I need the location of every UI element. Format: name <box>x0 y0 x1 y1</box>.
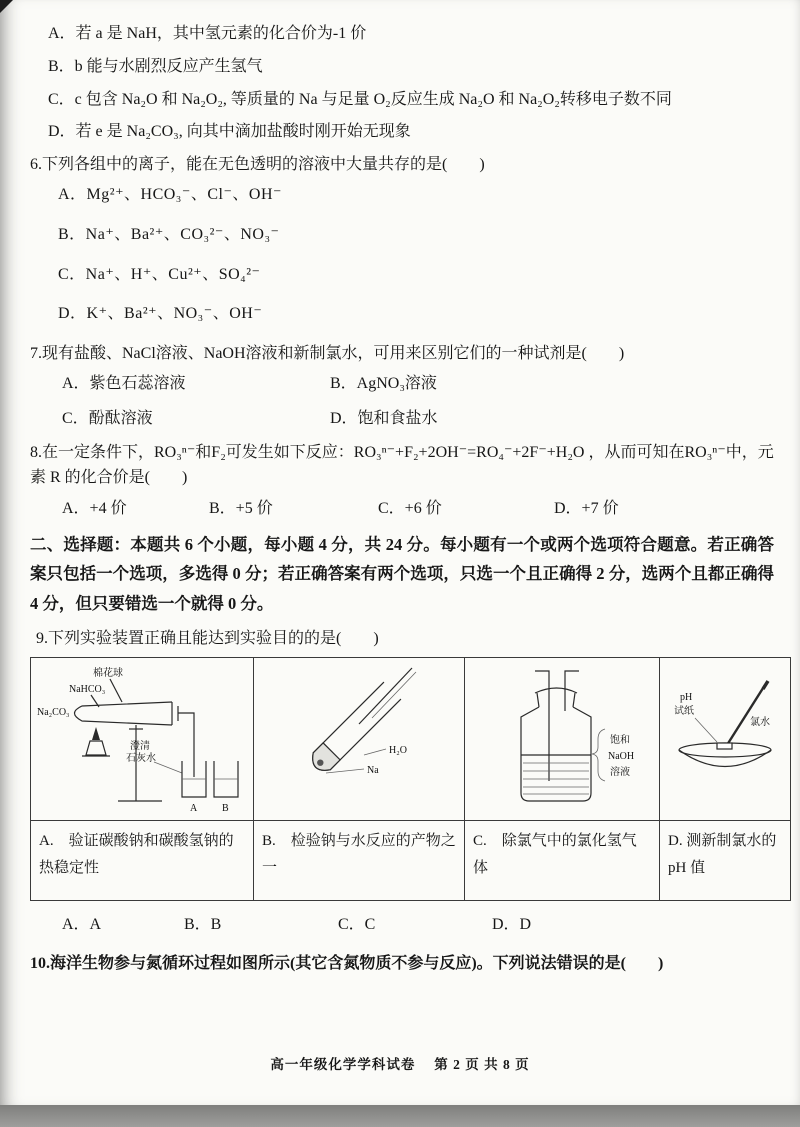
desc-b: B. 检验钠与水反应的产物之一 <box>254 821 465 901</box>
label-naoh: NaOH <box>608 751 635 763</box>
q9-answer-b: B．B <box>184 916 222 934</box>
q8-option-a: A．+4 价 <box>62 499 127 517</box>
q7-option-b: B．AgNO₃溶液 <box>330 374 437 392</box>
scan-corner-artifact <box>0 0 13 13</box>
label-beaker-a: A <box>190 803 198 815</box>
q7-options <box>62 374 774 430</box>
label-ph: pH <box>680 692 693 704</box>
q9-answer-d: D．D <box>492 916 532 934</box>
label-chlorine-water: 氯水 <box>750 717 770 729</box>
q6-option-b: B．Na⁺、Ba²⁺、CO₃²⁻、NO₃⁻ <box>58 225 280 243</box>
q9-apparatus-table <box>30 657 791 901</box>
apparatus-a-figure <box>36 663 248 815</box>
table-row-descriptions <box>31 821 791 901</box>
q8-option-b: B．+5 价 <box>209 499 273 517</box>
apparatus-c-cell <box>465 658 660 821</box>
q8-option-c: C．+6 价 <box>378 499 442 517</box>
apparatus-b-figure <box>260 663 458 815</box>
apparatus-c-figure <box>471 663 653 815</box>
page-content <box>30 24 777 975</box>
q6-stem: 6.下列各组中的离子，能在无色透明的溶液中大量共存的是( ) <box>30 156 485 174</box>
q9-answer-c: C．C <box>338 916 376 934</box>
apparatus-d-cell <box>660 658 791 821</box>
apparatus-d-figure <box>667 663 783 815</box>
q8-options <box>62 499 774 520</box>
label-limewater-2: 石灰水 <box>126 753 156 765</box>
desc-c: C. 除氯气中的氯化氢气体 <box>465 821 660 901</box>
section-2-heading: 二、选择题：本题共 6 个小题，每小题 4 分，共 24 分。每小题有一个或两个选项符合题意。若正确答案只包括一个选项，多选得 0 分；若正确答案有两个选项，只选一个且正确得 2 分，选两个且都正确得 4 分，但只要错选一个就得 0 分。 <box>30 534 774 613</box>
label-nahco3: NaHCO₃ <box>69 684 106 696</box>
question-9 <box>30 629 777 937</box>
question-8 <box>30 440 774 520</box>
label-solution: 溶液 <box>610 767 630 779</box>
label-cotton-ball: 棉花球 <box>93 668 123 680</box>
q7-option-d: D．饱和食盐水 <box>330 409 438 427</box>
q5-option-d: D．若 e 是 Na₂CO₃, 向其中滴加盐酸时刚开始无现象 <box>48 123 411 141</box>
label-h2o: H₂O <box>389 745 407 757</box>
label-saturated: 饱和 <box>610 735 630 747</box>
label-limewater-1: 澄清 <box>130 741 150 753</box>
q9-answer-options <box>62 915 774 936</box>
q7-stem: 7.现有盐酸、NaCl溶液、NaOH溶液和新制氯水，可用来区别它们的一种试剂是( ) <box>30 345 625 363</box>
q6-option-c: C．Na⁺、H⁺、Cu²⁺、SO₄²⁻ <box>58 265 261 283</box>
desc-d: D. 测新制氯水的 pH 值 <box>660 821 791 901</box>
scan-bottom-edge <box>0 1105 800 1127</box>
page-footer: 高一年级化学学科试卷 第 2 页 共 8 页 <box>270 1057 530 1072</box>
label-na2co3: Na₂CO₃ <box>37 707 70 719</box>
q9-answer-a: A．A <box>62 916 102 934</box>
q8-option-d: D．+7 价 <box>554 499 619 517</box>
q9-stem: 9.下列实验装置正确且能达到实验目的的是( ) <box>36 629 379 647</box>
question5-options <box>30 24 774 143</box>
q7-option-a: A．紫色石蕊溶液 <box>62 374 186 392</box>
q5-option-c: C．c 包含 Na₂O 和 Na₂O₂, 等质量的 Na 与足量 O₂反应生成 Na₂O 和 Na₂O₂转移电子数不同 <box>48 90 672 108</box>
q5-option-a: A．若 a 是 NaH，其中氢元素的化合价为-1 价 <box>48 25 367 42</box>
q8-stem: 8.在一定条件下，RO₃ⁿ⁻和F₂可发生如下反应：RO₃ⁿ⁻+F₂+2OH⁻=RO₄⁻+2F⁻+H₂O ，从而可知在RO₃ⁿ⁻中，元素 R 的化合价是( ) <box>30 443 774 487</box>
label-na: Na <box>367 765 379 777</box>
desc-a: A. 验证碳酸钠和碳酸氢钠的热稳定性 <box>31 821 254 901</box>
q7-option-c: C．酚酞溶液 <box>62 409 153 427</box>
label-beaker-b: B <box>222 803 229 815</box>
table-row-figures <box>31 658 791 821</box>
apparatus-b-cell <box>254 658 465 821</box>
apparatus-a-cell <box>31 658 254 821</box>
question-7 <box>30 344 774 429</box>
q6-option-d: D．K⁺、Ba²⁺、NO₃⁻、OH⁻ <box>58 305 263 323</box>
q6-option-a: A．Mg²⁺、HCO₃⁻、Cl⁻、OH⁻ <box>58 185 282 203</box>
label-ph-paper: 试纸 <box>674 706 694 718</box>
question-6 <box>30 155 774 325</box>
q5-option-b: B．b 能与水剧烈反应产生氢气 <box>48 57 263 75</box>
q10-stem: 10.海洋生物参与氮循环过程如图所示(其它含氮物质不参与反应)。下列说法错误的是( ) <box>30 955 664 973</box>
